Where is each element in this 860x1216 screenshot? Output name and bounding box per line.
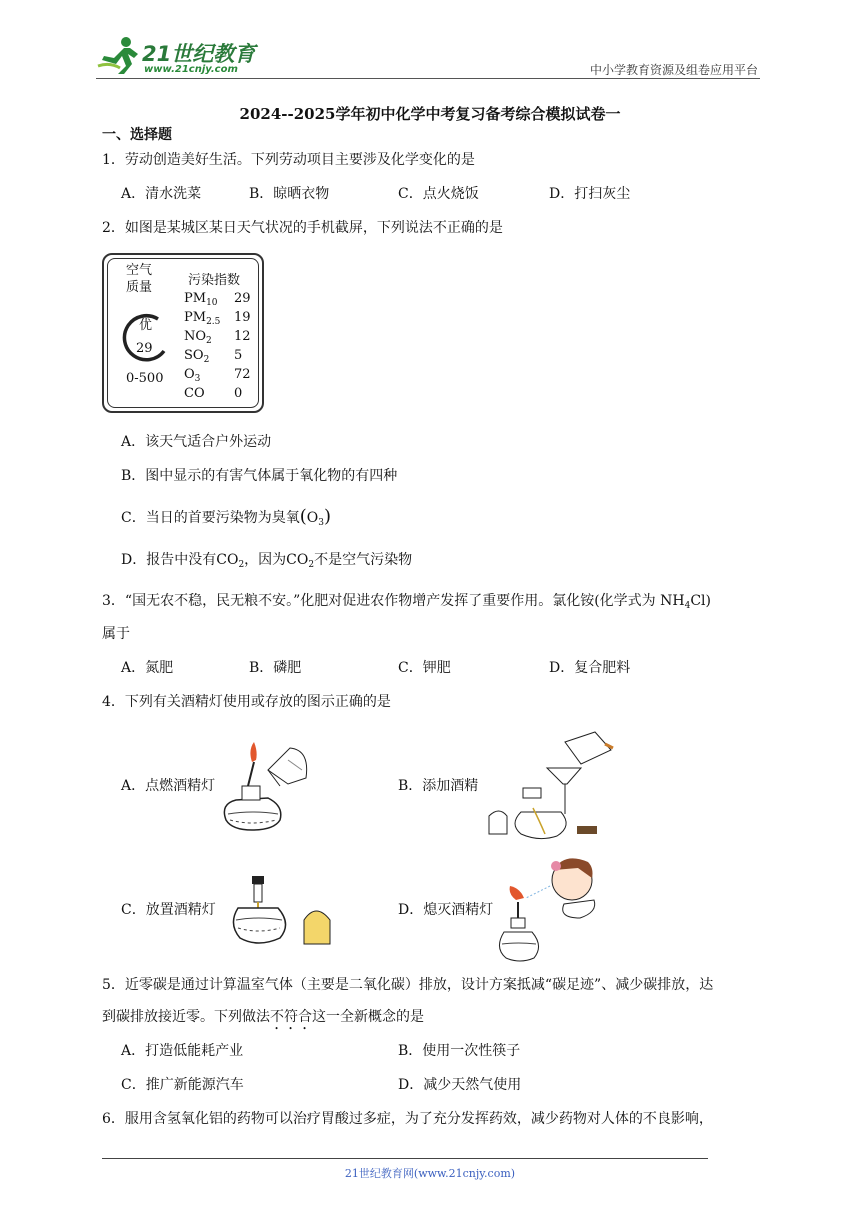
- pollutant-name: NO: [184, 329, 207, 344]
- q2-option-b: B．图中显示的有害气体属于氧化物的有四种: [121, 468, 398, 484]
- q1-option-d: D．打扫灰尘: [549, 186, 631, 202]
- q2-option-a: A．该天气适合户外运动: [121, 434, 272, 450]
- q4-option-b: B．添加酒精: [398, 778, 479, 794]
- pollutant-row: [184, 386, 205, 406]
- emphasized-not-conform: 不符合: [270, 1009, 312, 1025]
- index-title: 污染指数: [188, 273, 241, 288]
- pollutant-row: $O_3$: [184, 367, 201, 384]
- q3-option-d: D．复合肥料: [549, 660, 631, 676]
- q5-option-d: D．减少天然气使用: [398, 1077, 522, 1093]
- section-heading: 一、选择题: [102, 127, 172, 143]
- aq-range: 0-500: [126, 371, 164, 386]
- q2-option-c-text: C．当日的首要污染物为臭氧: [121, 510, 300, 526]
- pollutant-name: PM: [184, 310, 207, 325]
- aq-label-line1: 空气: [126, 263, 153, 278]
- pollutant-name: O: [184, 367, 195, 382]
- platform-name: 中小学教育资源及组卷应用平台: [589, 63, 758, 77]
- q5-stem-line2: 到碳排放接近零。下列做法不符合这一全新概念的是: [102, 1009, 424, 1025]
- q2-option-d: D．报告中没有$CO_2$，因为$CO_2$不是空气污染物: [121, 552, 413, 570]
- pollutant-row: $PM_{10}$: [184, 291, 218, 308]
- site-logo: [96, 32, 266, 80]
- pollutant-value: 29: [234, 291, 251, 306]
- q4-option-c: C．放置酒精灯: [121, 902, 216, 918]
- adding-alcohol-funnel-icon: [485, 730, 615, 842]
- pollutant-value: 5: [234, 348, 243, 363]
- q3-stem-line2: 属于: [102, 626, 130, 642]
- footer-link[interactable]: 21世纪教育网(www.21cnjy.com): [344, 1167, 516, 1180]
- q3-option-a: A．氮肥: [121, 660, 174, 676]
- q1-option-b: B．晾晒衣物: [249, 186, 330, 202]
- footer-divider: [102, 1158, 708, 1159]
- q4-option-d: D．熄灭酒精灯: [398, 902, 494, 918]
- pollutant-name: CO: [184, 386, 205, 401]
- ozone-formula: O: [306, 510, 319, 526]
- logo-url: www.21cnjy.com: [144, 64, 238, 75]
- pollutant-value: 72: [234, 367, 251, 382]
- blowing-out-lamp-icon: [498, 852, 608, 966]
- aq-value: 29: [136, 341, 153, 356]
- placed-lamp-with-cap-icon: [230, 872, 338, 948]
- q1-option-c: C．点火烧饭: [398, 186, 479, 202]
- q5-stem-line1: 5．近零碳是通过计算温室气体（主要是二氧化碳）排放，设计方案抵减“碳足迹”、减少碳排放，达: [102, 977, 714, 993]
- q1-stem: 1．劳动创造美好生活。下列劳动项目主要涉及化学变化的是: [102, 152, 475, 168]
- pollutant-row: $NO_2$: [184, 329, 212, 346]
- pollutant-value: 19: [234, 310, 251, 325]
- runner-logo-icon: [96, 36, 140, 76]
- aq-label-line2: 质量: [126, 280, 153, 295]
- q4-option-a: A．点燃酒精灯: [121, 778, 216, 794]
- q3-option-c: C．钾肥: [398, 660, 451, 676]
- page-title: 2024--2025学年初中化学中考复习备考综合模拟试卷一: [239, 105, 621, 123]
- q5-option-b: B．使用一次性筷子: [398, 1043, 521, 1059]
- pollutant-name: SO: [184, 348, 204, 363]
- pollutant-value: 12: [234, 329, 251, 344]
- q1-option-a: A．清水洗菜: [121, 186, 202, 202]
- q4-stem: 4．下列有关酒精灯使用或存放的图示正确的是: [102, 694, 391, 710]
- q5-option-c: C．推广新能源汽车: [121, 1077, 244, 1093]
- q3-stem-line1: 3．“国无农不稳，民无粮不安。”化肥对促进农作物增产发挥了重要作用。氯化铵(化学式为 $NH_4Cl$): [102, 593, 711, 611]
- q2-option-c: C．当日的首要污染物为臭氧$(O_3)$: [121, 506, 331, 528]
- aq-level: 优: [139, 318, 153, 333]
- q2-stem: 2．如图是某城区某日天气状况的手机截屏，下列说法不正确的是: [102, 220, 503, 236]
- logo-title: 21世纪教育: [142, 42, 256, 66]
- air-quality-figure: [102, 253, 264, 413]
- q5-option-a: A．打造低能耗产业: [121, 1043, 244, 1059]
- pollutant-row: $PM_{2.5}$: [184, 310, 221, 327]
- pollutant-row: $SO_2$: [184, 348, 210, 365]
- lighting-lamp-with-lamp-icon: [218, 740, 313, 832]
- header-divider: [96, 78, 760, 79]
- q6-stem: 6．服用含氢氧化铝的药物可以治疗胃酸过多症，为了充分发挥药效，减少药物对人体的不良影响，: [102, 1111, 713, 1127]
- pollutant-name: PM: [184, 291, 207, 306]
- pollutant-value: 0: [234, 386, 243, 401]
- q3-option-b: B．磷肥: [249, 660, 302, 676]
